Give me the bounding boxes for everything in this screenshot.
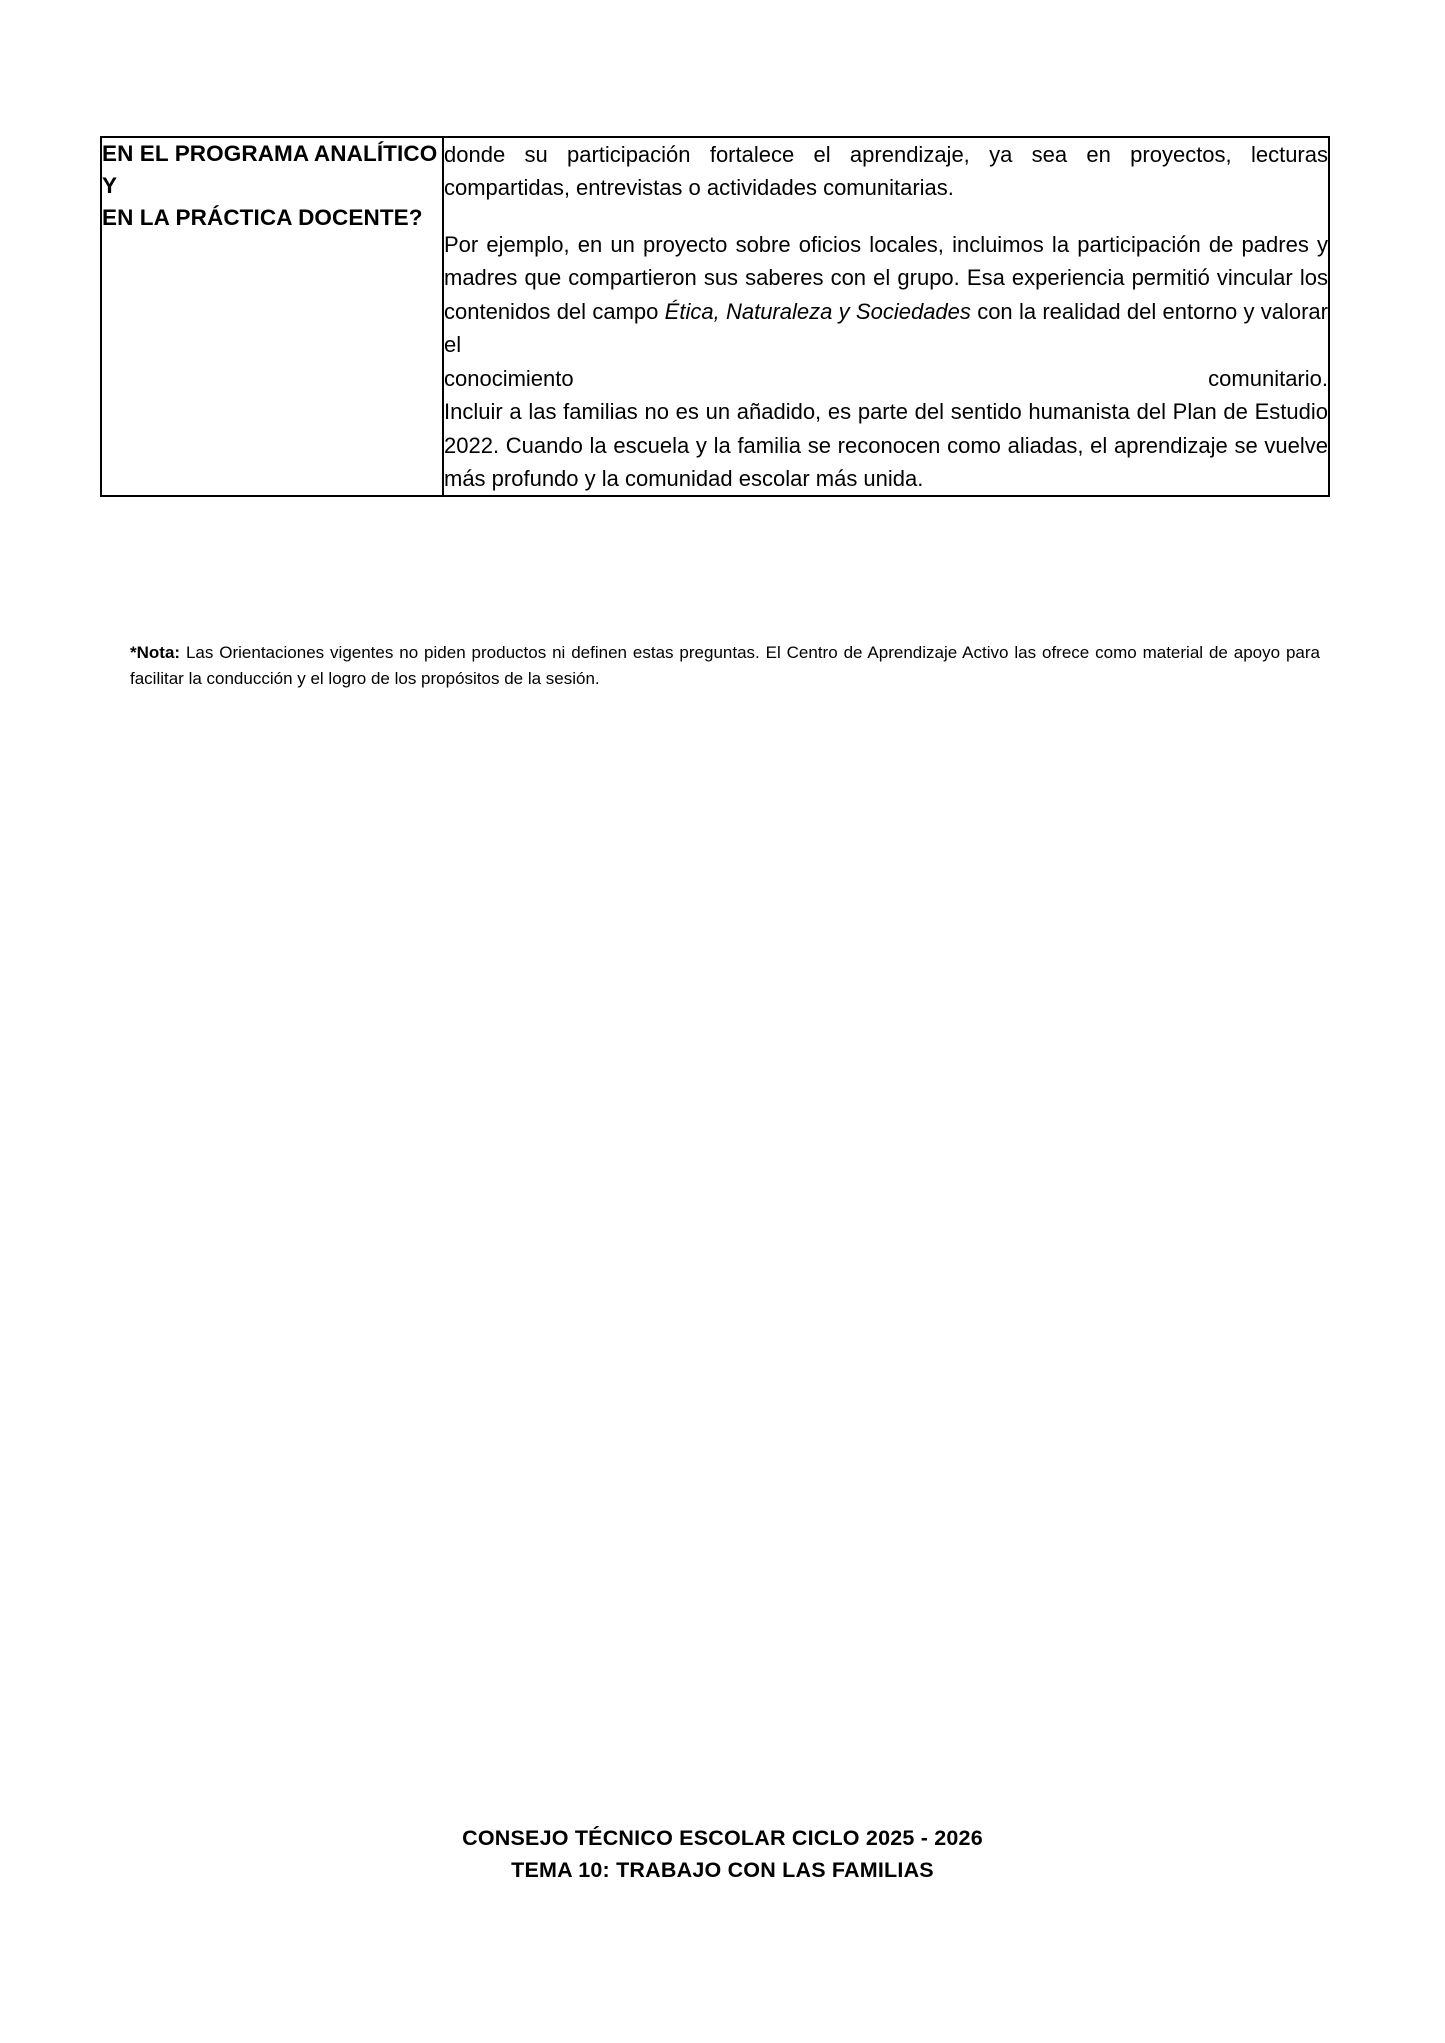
footer-line-1: CONSEJO TÉCNICO ESCOLAR CICLO 2025 - 2026 [462,1826,983,1850]
table-row [101,137,1329,496]
answer-paragraph-3: Incluir a las familias no es un añadido, es parte del sentido humanista del Plan de Estudio 2022. Cuando la escuela y la familia se reconocen como aliadas, el aprendizaje se vuelve más profundo y la comunidad escolar más unida. [444,399,1328,491]
answer-paragraph-2-final-line-right: comunitario. [1208,365,1328,391]
answer-content-cell [443,137,1329,496]
question-prompt-line-1: EN EL PROGRAMA ANALÍTICO Y [102,141,438,198]
qa-table-container [100,136,1330,497]
footnote-text: Las Orientaciones vigentes no piden productos ni definen estas preguntas. El Centro de Aprendizaje Activo las ofrece como material de apoyo para facilitar la conducción y el logro de los propósitos de la sesión. [130,643,1320,688]
footer-line-2: TEMA 10: TRABAJO CON LAS FAMILIAS [511,1858,934,1883]
answer-paragraph-2-final-line [444,362,1328,395]
answer-paragraph-2-text-after-italic: con la realidad del entorno y valorar el [444,298,1328,358]
question-prompt-cell [101,137,443,496]
question-answer-table [100,136,1330,497]
footnote-label: *Nota: [130,643,181,662]
page-footer [0,1822,1445,1887]
curricular-field-italic-title: Ética, Naturaleza y Sociedades [664,298,971,324]
answer-paragraph-2-text-before-italic: Por ejemplo, en un proyecto sobre oficios locales, incluimos la participación de padres y madres que compartieron sus saberes con el grupo. Esa experiencia permitió vincular los contenidos del campo [444,231,1328,324]
answer-paragraph-1: donde su participación fortalece el aprendizaje, ya sea en proyectos, lecturas compartidas, entrevistas o actividades comunitarias. [444,142,1328,201]
answer-paragraph-2-final-line-left: conocimiento [444,365,574,391]
footnote [130,640,1320,692]
answer-paragraph-2 [444,228,1328,362]
question-prompt-line-2: EN LA PRÁCTICA DOCENTE? [102,204,423,230]
